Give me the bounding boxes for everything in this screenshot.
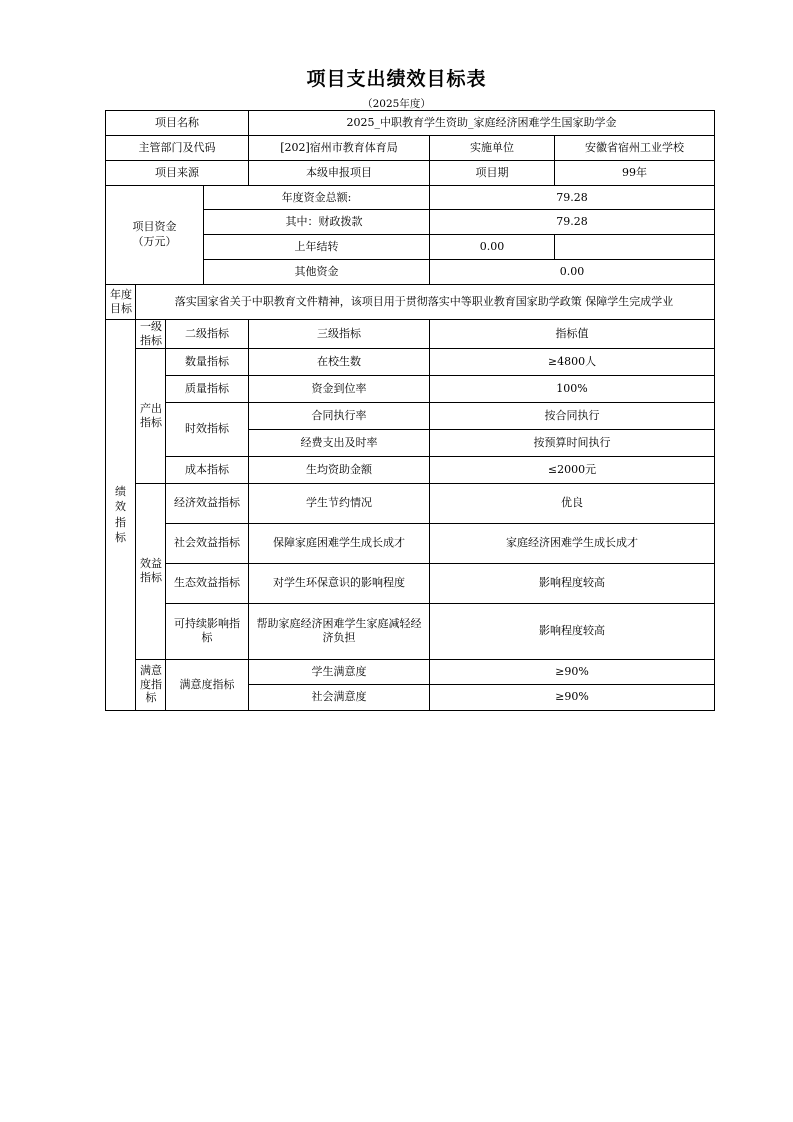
source-value: 本级申报项目 bbox=[249, 161, 430, 186]
annual-goal-label: 年度目标 bbox=[106, 285, 136, 320]
funds-other-label: 其他资金 bbox=[204, 260, 430, 285]
header-value: 指标值 bbox=[430, 320, 715, 349]
cost-value: ≤2000元 bbox=[430, 456, 715, 483]
performance-target-table bbox=[105, 110, 715, 711]
funds-carry-label: 上年结转 bbox=[204, 235, 430, 260]
funds-carry-blank bbox=[555, 235, 715, 260]
source-label: 项目来源 bbox=[106, 161, 249, 186]
row-time-a bbox=[106, 402, 715, 429]
social-level3: 保障家庭困难学生成长成才 bbox=[249, 523, 430, 563]
funds-fiscal-value: 79.28 bbox=[430, 210, 715, 235]
satis-value-a: ≥90% bbox=[430, 659, 715, 684]
row-cost bbox=[106, 456, 715, 483]
time-level3-a: 合同执行率 bbox=[249, 402, 430, 429]
satis-value-b: ≥90% bbox=[430, 684, 715, 710]
row-source bbox=[106, 161, 715, 186]
header-level2: 二级指标 bbox=[166, 320, 249, 349]
sustain-level3: 帮助家庭经济困难学生家庭减轻经济负担 bbox=[249, 603, 430, 659]
time-level2: 时效指标 bbox=[166, 402, 249, 456]
satisfaction-indicators-label: 满意度指标 bbox=[136, 659, 166, 710]
row-social bbox=[106, 523, 715, 563]
funds-total-label: 年度资金总额: bbox=[204, 186, 430, 210]
output-indicators-label: 产出指标 bbox=[136, 348, 166, 483]
header-level3: 三级指标 bbox=[249, 320, 430, 349]
row-department bbox=[106, 136, 715, 161]
project-name-label: 项目名称 bbox=[106, 111, 249, 136]
fiscal-year: （2025年度） bbox=[362, 98, 431, 110]
quality-level2: 质量指标 bbox=[166, 375, 249, 402]
row-satis-a bbox=[106, 659, 715, 684]
eco-level3: 对学生环保意识的影响程度 bbox=[249, 563, 430, 603]
performance-indicators-label: 绩效指标 bbox=[106, 320, 136, 711]
header-level1: 一级指标 bbox=[136, 320, 166, 349]
effect-indicators-label: 效益指标 bbox=[136, 483, 166, 659]
sustain-level2: 可持续影响指标 bbox=[166, 603, 249, 659]
qty-value: ≥4800人 bbox=[430, 348, 715, 375]
cost-level2: 成本指标 bbox=[166, 456, 249, 483]
time-value-b: 按预算时间执行 bbox=[430, 429, 715, 456]
sustain-value: 影响程度较高 bbox=[430, 603, 715, 659]
econ-value: 优良 bbox=[430, 483, 715, 523]
funds-carry-value: 0.00 bbox=[430, 235, 555, 260]
econ-level3: 学生节约情况 bbox=[249, 483, 430, 523]
satis-level2: 满意度指标 bbox=[166, 659, 249, 710]
period-value: 99年 bbox=[555, 161, 715, 186]
impl-label: 实施单位 bbox=[430, 136, 555, 161]
social-level2: 社会效益指标 bbox=[166, 523, 249, 563]
row-econ bbox=[106, 483, 715, 523]
satis-level3-b: 社会满意度 bbox=[249, 684, 430, 710]
qty-level3: 在校生数 bbox=[249, 348, 430, 375]
project-name-value: 2025_中职教育学生资助_家庭经济困难学生国家助学金 bbox=[249, 111, 715, 136]
row-funds-total bbox=[106, 186, 715, 210]
social-value: 家庭经济困难学生成长成才 bbox=[430, 523, 715, 563]
funds-label: 项目资金（万元） bbox=[106, 186, 204, 285]
row-annual-goal bbox=[106, 285, 715, 320]
annual-goal-text: 落实国家省关于中职教育文件精神，该项目用于贯彻落实中等职业教育国家助学政策 保障学生完成学业 bbox=[136, 285, 715, 320]
page-title: 项目支出绩效目标表 bbox=[306, 68, 487, 90]
funds-fiscal-label: 其中：财政拨款 bbox=[204, 210, 430, 235]
time-value-a: 按合同执行 bbox=[430, 402, 715, 429]
row-sustain bbox=[106, 603, 715, 659]
time-level3-b: 经费支出及时率 bbox=[249, 429, 430, 456]
eco-value: 影响程度较高 bbox=[430, 563, 715, 603]
dept-value: [202]宿州市教育体育局 bbox=[249, 136, 430, 161]
funds-total-value: 79.28 bbox=[430, 186, 715, 210]
funds-other-value: 0.00 bbox=[430, 260, 715, 285]
quality-level3: 资金到位率 bbox=[249, 375, 430, 402]
impl-value: 安徽省宿州工业学校 bbox=[555, 136, 715, 161]
period-label: 项目期 bbox=[430, 161, 555, 186]
row-project-name bbox=[106, 111, 715, 136]
cost-level3: 生均资助金额 bbox=[249, 456, 430, 483]
quality-value: 100% bbox=[430, 375, 715, 402]
econ-level2: 经济效益指标 bbox=[166, 483, 249, 523]
row-eco bbox=[106, 563, 715, 603]
dept-label: 主管部门及代码 bbox=[106, 136, 249, 161]
row-qty bbox=[106, 348, 715, 375]
row-indicator-header bbox=[106, 320, 715, 349]
row-quality bbox=[106, 375, 715, 402]
satis-level3-a: 学生满意度 bbox=[249, 659, 430, 684]
qty-level2: 数量指标 bbox=[166, 348, 249, 375]
eco-level2: 生态效益指标 bbox=[166, 563, 249, 603]
